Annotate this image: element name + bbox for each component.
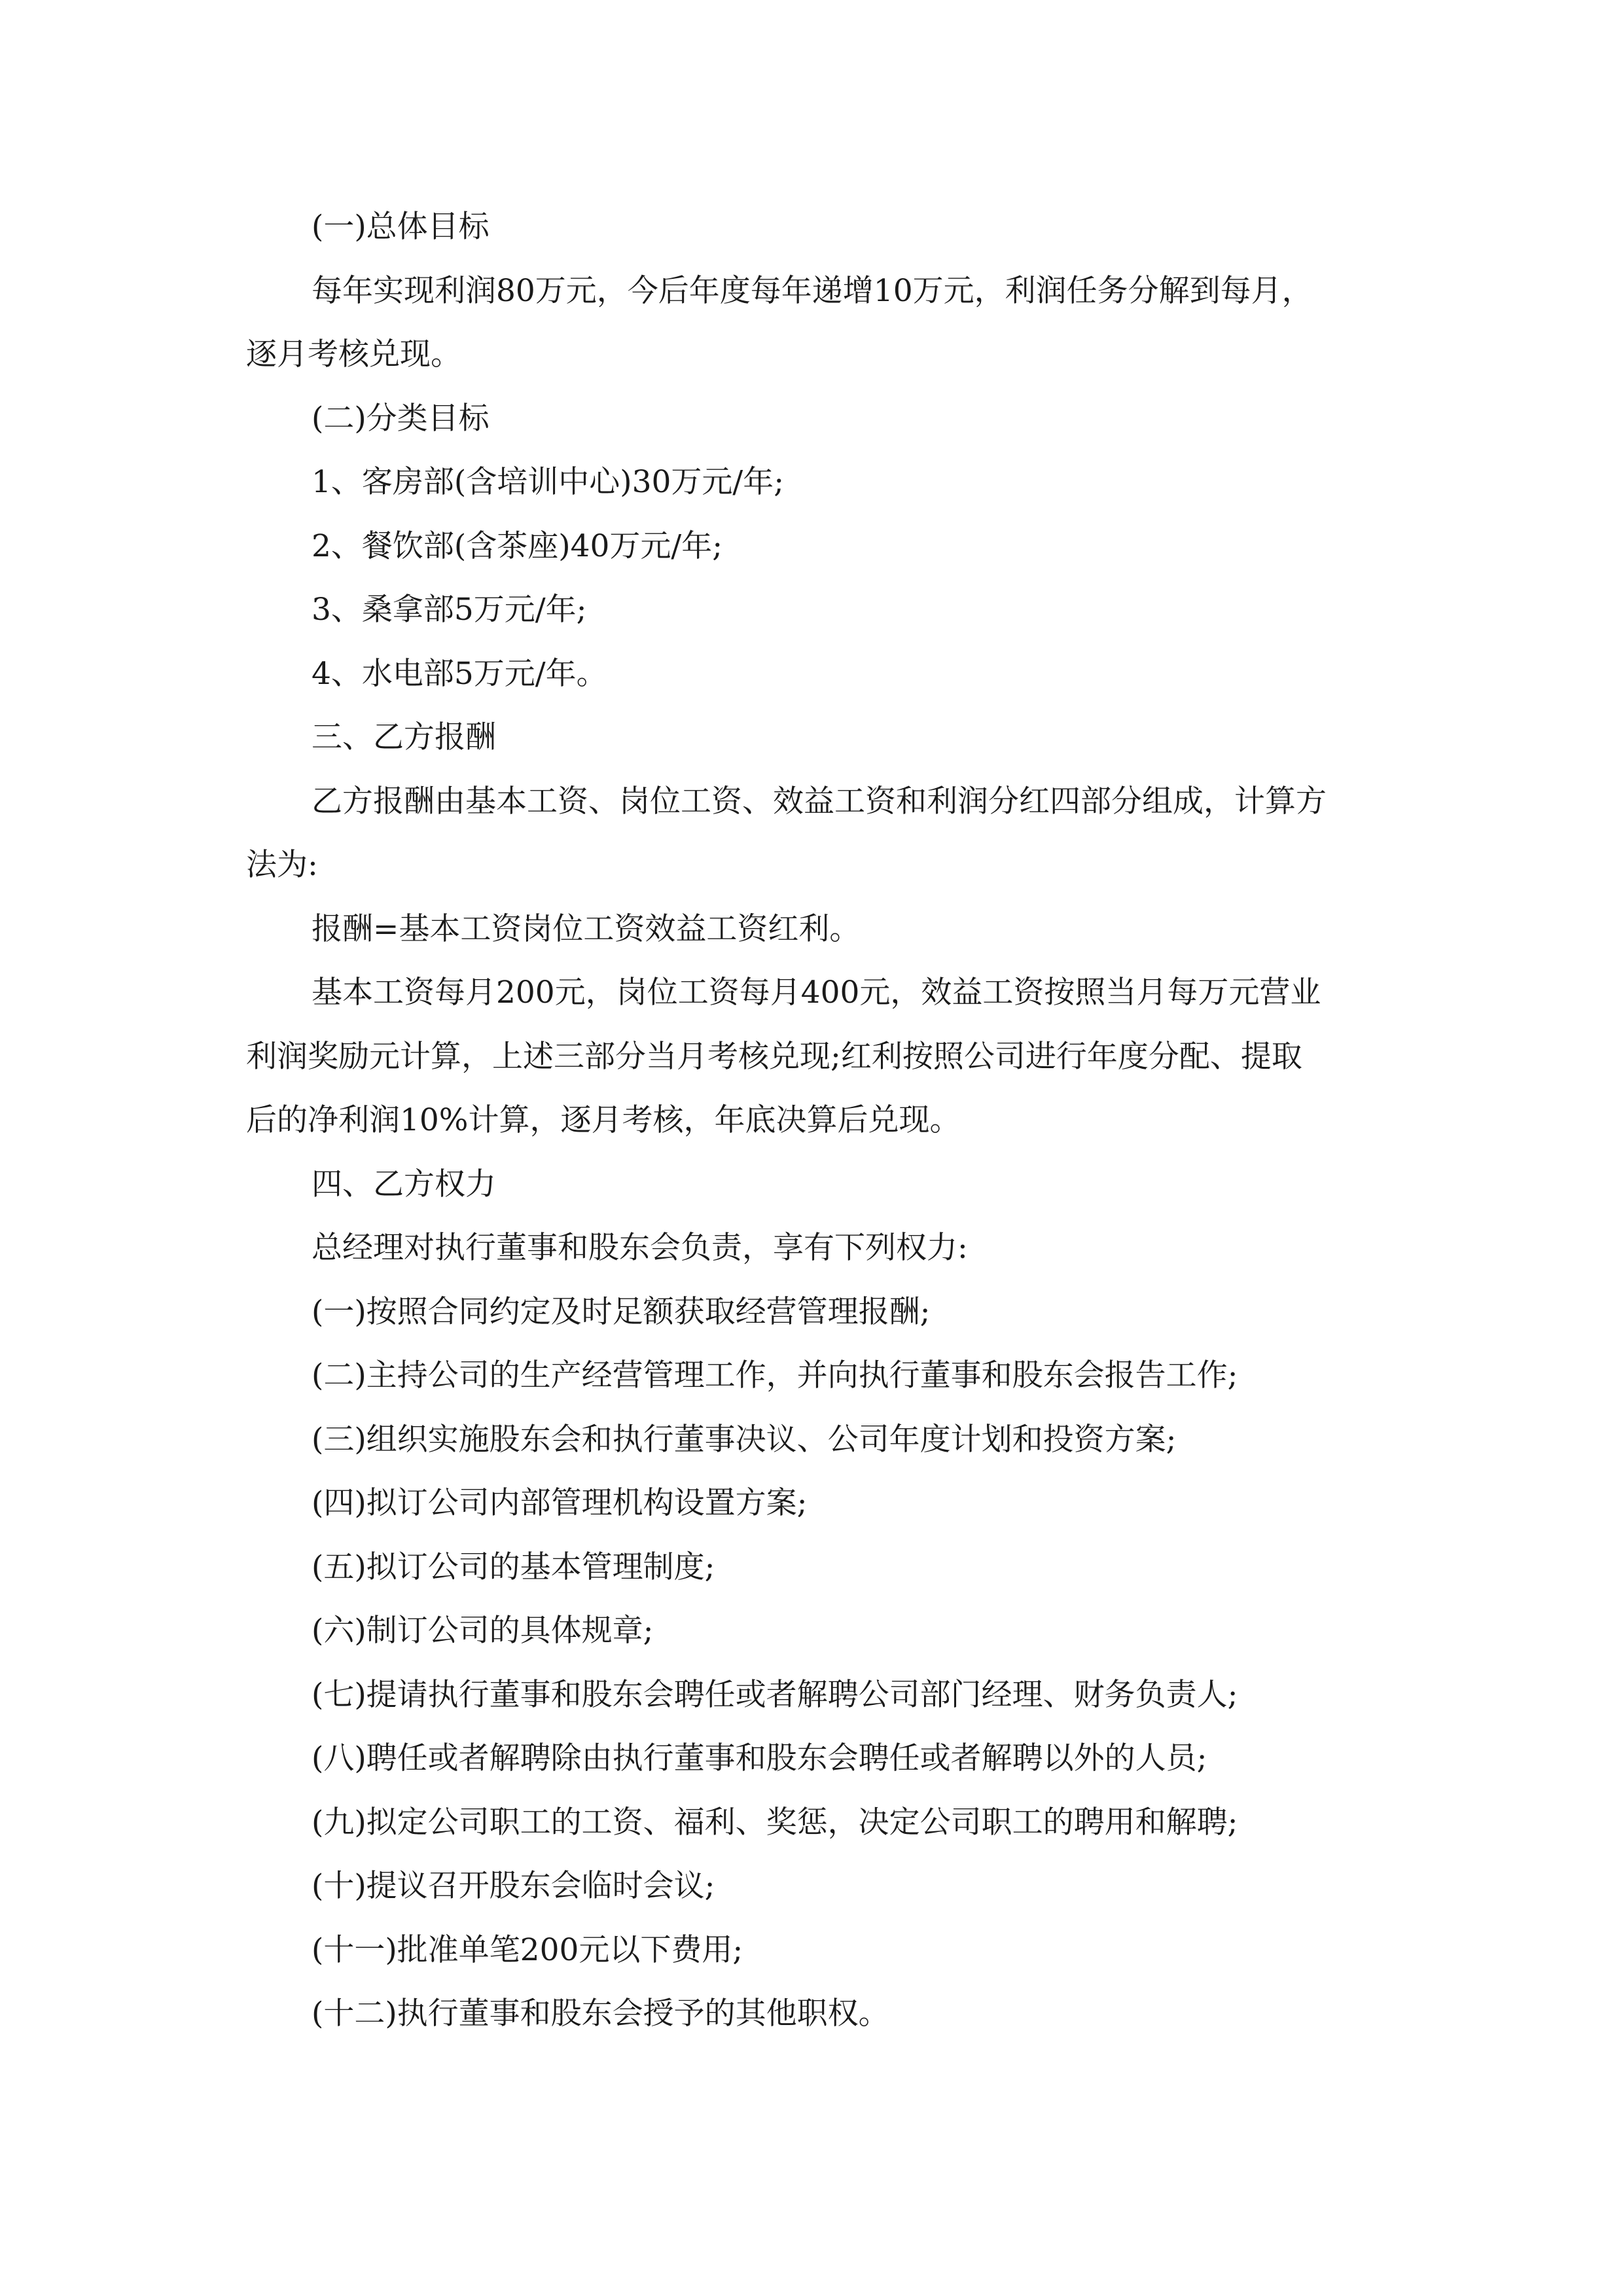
text-line: (三)组织实施股东会和执行董事决议、公司年度计划和投资方案;	[312, 1421, 1177, 1458]
text-line: (十)提议召开股东会临时会议;	[312, 1868, 715, 1904]
text-line: 利润奖励元计算，上述三部分当月考核兑现;红利按照公司进行年度分配、提取	[246, 1038, 1302, 1075]
text-line: (一)总体目标	[312, 209, 490, 245]
text-line: 乙方报酬由基本工资、岗位工资、效益工资和利润分红四部分组成，计算方	[312, 783, 1327, 819]
text-line: 四、乙方权力	[312, 1166, 496, 1202]
text-line: 报酬=基本工资岗位工资效益工资红利。	[312, 910, 861, 947]
text-line: 3、桑拿部5万元/年;	[312, 592, 587, 628]
document-body	[246, 195, 1378, 2046]
text-line: (六)制订公司的具体规章;	[312, 1613, 654, 1649]
text-line: 逐月考核兑现。	[246, 336, 461, 372]
text-line: 三、乙方报酬	[312, 719, 496, 755]
text-line: (一)按照合同约定及时足额获取经营管理报酬;	[312, 1293, 931, 1330]
text-line: 1、客房部(含培训中心)30万元/年;	[312, 464, 785, 500]
text-line: 每年实现利润80万元，今后年度每年递增10万元，利润任务分解到每月，	[312, 272, 1313, 309]
text-line: (十二)执行董事和股东会授予的其他职权。	[312, 1996, 889, 2032]
text-line: (七)提请执行董事和股东会聘任或者解聘公司部门经理、财务负责人;	[312, 1676, 1238, 1713]
text-line: (二)分类目标	[312, 400, 490, 437]
text-line: 法为:	[246, 847, 318, 883]
text-line: (八)聘任或者解聘除由执行董事和股东会聘任或者解聘以外的人员;	[312, 1740, 1207, 1776]
text-line: (四)拟订公司内部管理机构设置方案;	[312, 1485, 808, 1521]
text-line: 2、餐饮部(含茶座)40万元/年;	[312, 528, 723, 564]
text-line: (十一)批准单笔200元以下费用;	[312, 1931, 743, 1968]
text-line: 基本工资每月200元，岗位工资每月400元，效益工资按照当月每万元营业	[312, 975, 1321, 1011]
text-line: 后的净利润10%计算，逐月考核，年底决算后兑现。	[246, 1102, 961, 1138]
text-line: (九)拟定公司职工的工资、福利、奖惩，决定公司职工的聘用和解聘;	[312, 1804, 1238, 1840]
text-line: (五)拟订公司的基本管理制度;	[312, 1549, 715, 1585]
text-line: 总经理对执行董事和股东会负责，享有下列权力:	[312, 1230, 968, 1266]
text-line: (二)主持公司的生产经营管理工作，并向执行董事和股东会报告工作;	[312, 1357, 1238, 1393]
text-line: 4、水电部5万元/年。	[312, 655, 607, 692]
